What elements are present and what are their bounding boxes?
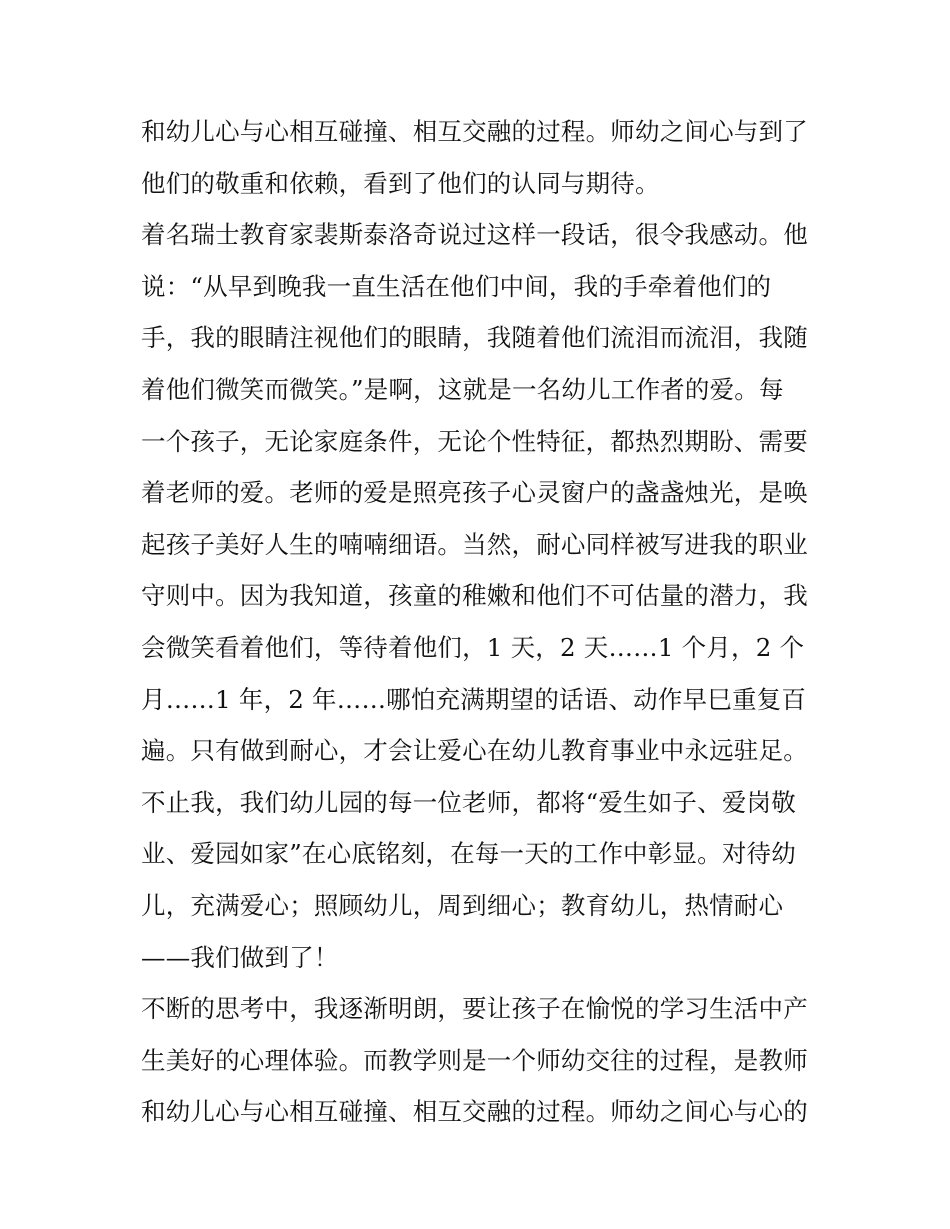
text-line: 着他们微笑而微笑。”是啊，这就是一名幼儿工作者的爱。每	[141, 374, 784, 404]
text-line: 着老师的爱。老师的爱是照亮孩子心灵窗户的盏盏烛光，是唤	[141, 478, 808, 508]
text-line: 着名瑞士教育家裴斯泰洛奇说过这样一段话，很令我感动。他	[141, 220, 808, 250]
text-line: 月……1 年，2 年……哪怕充满期望的话语、动作早巳重复百	[141, 684, 807, 714]
text-line: 一个孩子，无论家庭条件，无论个性特征，都热烈期盼、需要	[141, 426, 808, 456]
text-line: ——我们做到了！	[141, 942, 339, 972]
text-line: 儿，充满爱心；照顾幼儿，周到细心；教育幼儿，热情耐心	[141, 890, 784, 920]
text-line: 说：“从早到晚我一直生活在他们中间，我的手牵着他们的	[141, 271, 772, 301]
text-line: 生美好的心理体验。而教学则是一个师幼交往的过程，是教师	[141, 1045, 808, 1075]
text-line: 起孩子美好人生的喃喃细语。当然，耐心同样被写进我的职业	[141, 529, 808, 559]
text-line: 遍。只有做到耐心，才会让爱心在幼儿教育事业中永远驻足。	[141, 736, 808, 766]
text-line: 业、爱园如家”在心底铭刻，在每一天的工作中彰显。对待幼	[141, 839, 796, 869]
text-line: 和幼儿心与心相互碰撞、相互交融的过程。师幼之间心与到了	[141, 117, 808, 146]
text-line: 手，我的眼睛注视他们的眼睛，我随着他们流泪而流泪，我随	[141, 323, 808, 353]
text-line: 他们的敬重和依赖，看到了他们的认同与期待。	[141, 168, 660, 198]
body-text	[141, 106, 841, 1138]
text-line: 不断的思考中，我逐渐明朗，要让孩子在愉悦的学习生活中产	[141, 994, 808, 1024]
text-line: 会微笑看着他们，等待着他们，1 天，2 天……1 个月，2 个	[141, 632, 805, 662]
text-line: 和幼儿心与心相互碰撞、相互交融的过程。师幼之间心与心的	[141, 1097, 808, 1127]
text-line: 不止我，我们幼儿园的每一位老师，都将“爱生如子、爱岗敬	[141, 787, 796, 817]
text-line: 守则中。因为我知道，孩童的稚嫩和他们不可估量的潜力，我	[141, 581, 808, 611]
